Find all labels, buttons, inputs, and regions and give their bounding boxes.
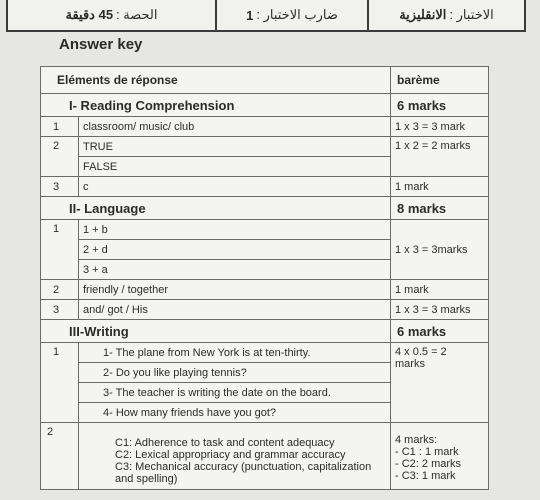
exam-coefficient-cell [215,0,367,30]
reading-marks: 6 marks [391,94,489,117]
bareme-line: - C3: 1 mark [395,470,456,482]
question-number: 1 [41,117,79,137]
answer-cell: 2- Do you like playing tennis? [79,363,391,383]
answer-cell: c [79,177,391,197]
test-value: 1 [246,7,254,23]
table-row [41,280,489,300]
language-section-row [41,197,489,220]
answer-cell: FALSE [79,157,391,177]
exam-subject-cell [367,0,524,30]
bareme-cell [391,343,489,423]
table-row [41,137,489,157]
bareme-line: - C2: 2 marks [395,458,462,470]
writing-section-row [41,320,489,343]
answer-key-table [40,66,489,490]
bareme-cell: 1 x 3 = 3 mark [391,117,489,137]
answer-cell: 1 + b [79,220,391,240]
col-elements-header: Eléments de réponse [41,67,391,94]
bareme-cell: 1 mark [391,280,489,300]
bareme-cell [391,423,489,490]
answer-cell: 3- The teacher is writing the date on the board. [79,383,391,403]
answer-cell: TRUE [79,137,391,157]
reading-title: I- Reading Comprehension [41,94,391,117]
question-number: 3 [41,177,79,197]
answer-cell: friendly / together [79,280,391,300]
language-title: II- Language [41,197,391,220]
bareme-cell: 1 x 3 = 3marks [391,220,489,280]
table-row [41,177,489,197]
answer-cell: 3 + a [79,260,391,280]
table-row [41,220,489,240]
question-number: 1 [41,343,79,423]
answer-cell: 4- How many friends have you got? [79,403,391,423]
table-row [41,117,489,137]
table-row [41,343,489,363]
duration-value: 45 دقيقة [65,7,114,22]
bareme-cell: 1 x 2 = 2 marks [391,137,489,177]
bareme-cell: 1 mark [391,177,489,197]
bareme-line: marks [395,358,425,370]
criteria-line: C1: Adherence to task and content adequacy [115,437,335,449]
test-label: ضارب الاختبار : [256,7,338,22]
answer-cell: 2 + d [79,240,391,260]
table-header-row [41,67,489,94]
question-number: 2 [41,137,79,177]
criteria-cell [79,423,391,490]
exam-duration-cell [8,0,215,30]
duration-label: الحصة : [116,7,158,22]
exam-header [6,0,526,32]
question-number: 1 [41,220,79,280]
exam-label: الاختبار : [449,7,494,22]
question-number: 2 [41,280,79,300]
criteria-line: C3: Mechanical accuracy (punctuation, capitalization and spelling) [115,461,372,485]
writing-marks: 6 marks [391,320,489,343]
bareme-line: 4 x 0.5 = 2 [395,346,447,358]
answer-cell: classroom/ music/ club [79,117,391,137]
table-row [41,423,489,490]
table-row [41,300,489,320]
exam-value: الانقليزية [399,7,447,22]
reading-section-row [41,94,489,117]
answer-cell: 1- The plane from New York is at ten-thirty. [79,343,391,363]
answer-key-title: Answer key [59,36,143,53]
bareme-cell: 1 x 3 = 3 marks [391,300,489,320]
bareme-line: 4 marks: [395,434,438,446]
criteria-line: C2: Lexical appropriacy and grammar accuracy [115,449,346,461]
language-marks: 8 marks [391,197,489,220]
question-number: 2 [41,423,79,490]
question-number: 3 [41,300,79,320]
writing-title: III-Writing [41,320,391,343]
col-bareme-header: barème [391,67,489,94]
bareme-line: - C1 : 1 mark [395,446,459,458]
answer-cell: and/ got / His [79,300,391,320]
